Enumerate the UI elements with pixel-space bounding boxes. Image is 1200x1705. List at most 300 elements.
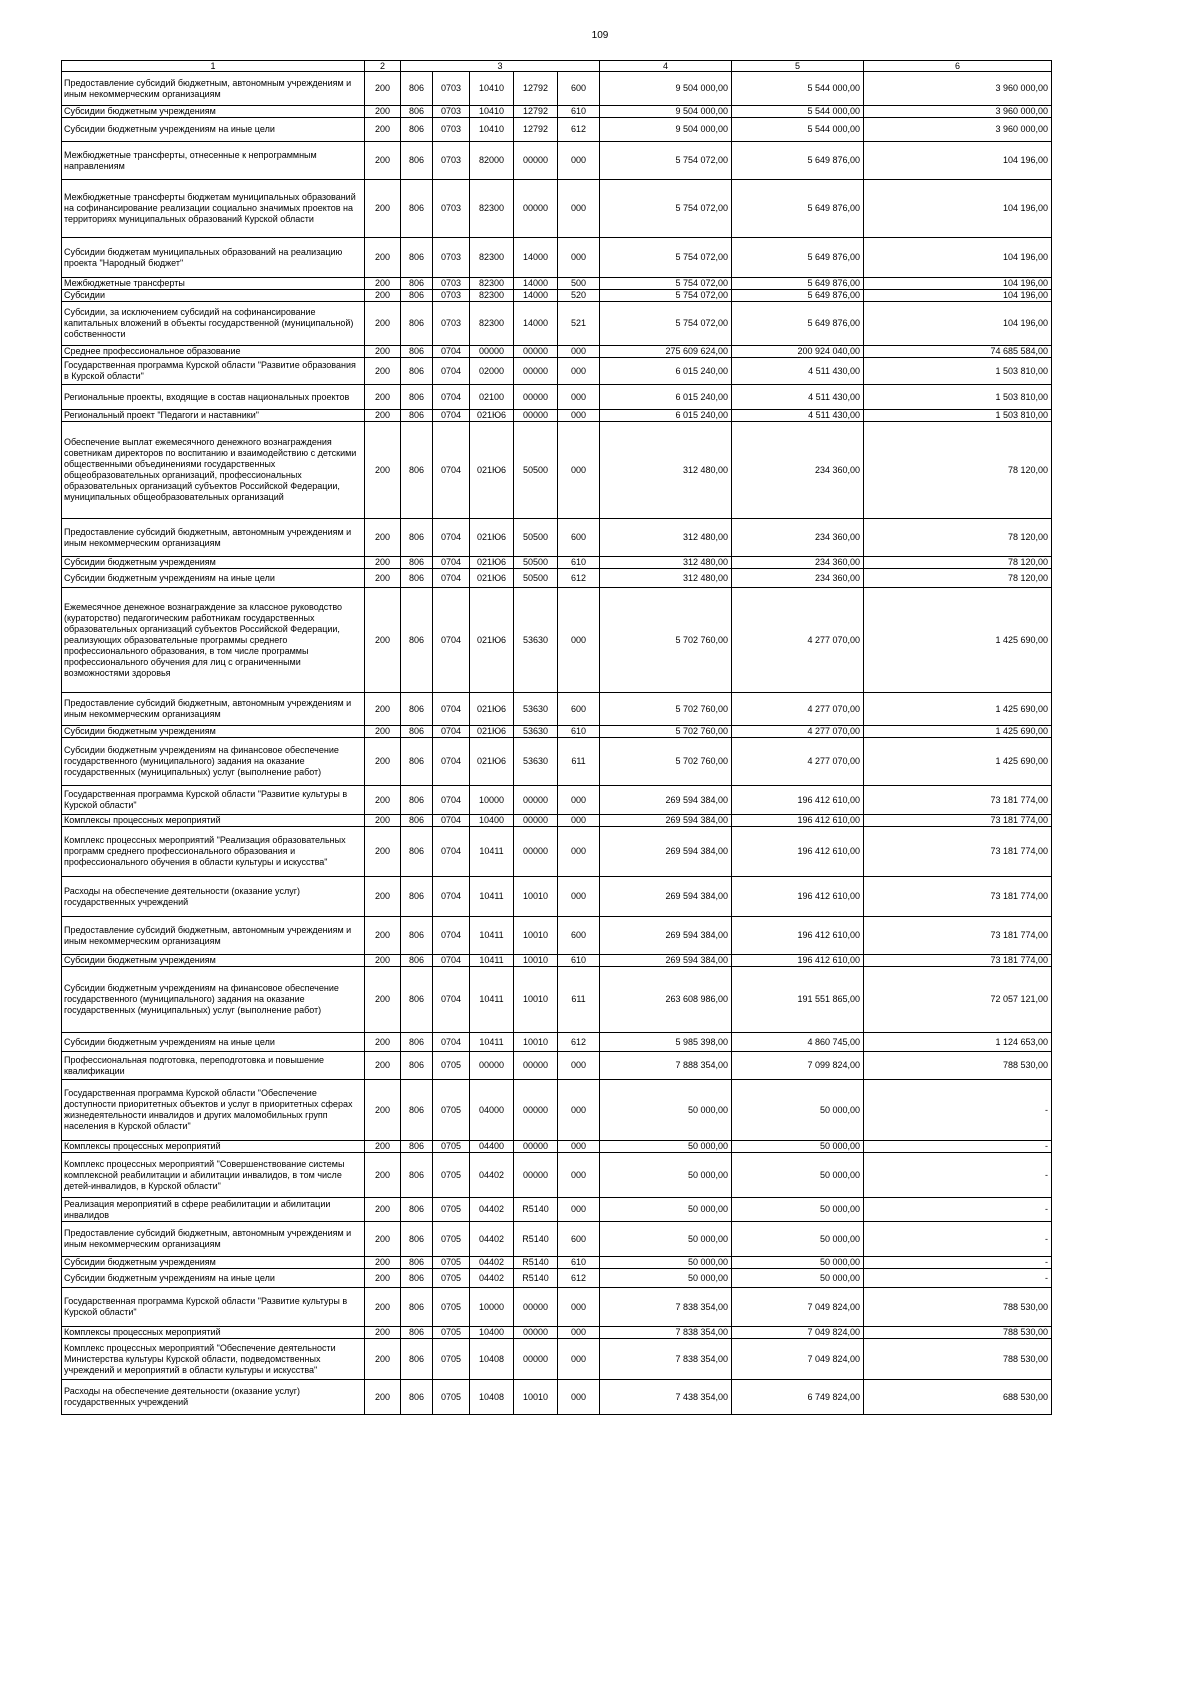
col-3-target: 04000: [470, 1080, 514, 1141]
col-3-target: 04402: [470, 1222, 514, 1257]
col-5-amount: 5 649 876,00: [732, 278, 864, 290]
col-3-expense-type: 000: [558, 180, 600, 238]
col-5-amount: 4 277 070,00: [732, 738, 864, 786]
row-name: Предоставление субсидий бюджетным, автономным учреждениям и иным некоммерческим организациям: [62, 72, 365, 106]
col-3-target: 021Ю6: [470, 738, 514, 786]
col-3-ministry: 806: [401, 238, 433, 278]
col-3-section: 0704: [433, 917, 470, 955]
col-3-section: 0704: [433, 967, 470, 1033]
table-row: [62, 738, 1052, 786]
col-3-expense-type: 600: [558, 693, 600, 726]
col-4-amount: 50 000,00: [600, 1141, 732, 1153]
row-name: Государственная программа Курской области "Развитие культуры в Курской области": [62, 786, 365, 815]
col-3-expense-type: 600: [558, 1222, 600, 1257]
col-3-expense-type: 610: [558, 106, 600, 118]
col-2-code: 200: [365, 1153, 401, 1198]
col-5-amount: 196 412 610,00: [732, 786, 864, 815]
col-3-direction: 12792: [514, 118, 558, 142]
row-name: Государственная программа Курской области "Развитие образования в Курской области": [62, 358, 365, 385]
table-row: [62, 290, 1052, 302]
col-5-amount: 234 360,00: [732, 422, 864, 519]
row-name: Субсидии бюджетным учреждениям: [62, 726, 365, 738]
col-3-direction: 00000: [514, 786, 558, 815]
col-4-amount: 5 754 072,00: [600, 278, 732, 290]
col-3-expense-type: 611: [558, 967, 600, 1033]
col-2-code: 200: [365, 786, 401, 815]
col-3-target: 00000: [470, 1052, 514, 1080]
col-3-section: 0703: [433, 118, 470, 142]
col-5-amount: 5 649 876,00: [732, 302, 864, 346]
col-2-code: 200: [365, 815, 401, 827]
col-3-section: 0704: [433, 738, 470, 786]
col-3-target: 10000: [470, 1288, 514, 1327]
col-3-section: 0705: [433, 1222, 470, 1257]
col-3-direction: 53630: [514, 738, 558, 786]
col-6-amount: 1 425 690,00: [864, 738, 1052, 786]
table-row: [62, 1380, 1052, 1415]
col-3-ministry: 806: [401, 738, 433, 786]
col-3-section: 0704: [433, 877, 470, 917]
col-5-amount: 234 360,00: [732, 519, 864, 557]
col-5-amount: 50 000,00: [732, 1198, 864, 1222]
col-3-target: 021Ю6: [470, 519, 514, 557]
col-3-section: 0705: [433, 1269, 470, 1288]
col-4-amount: 50 000,00: [600, 1198, 732, 1222]
table-row: [62, 238, 1052, 278]
col-3-ministry: 806: [401, 786, 433, 815]
col-3-expense-type: 000: [558, 422, 600, 519]
row-name: Межбюджетные трансферты бюджетам муниципальных образований на софинансирование реализации социально значимых проектов на территориях муниципальных образований Курской области: [62, 180, 365, 238]
col-3-ministry: 806: [401, 815, 433, 827]
row-name: Межбюджетные трансферты: [62, 278, 365, 290]
col-3-section: 0704: [433, 726, 470, 738]
col-6-amount: 73 181 774,00: [864, 815, 1052, 827]
row-name: Расходы на обеспечение деятельности (оказание услуг) государственных учреждений: [62, 877, 365, 917]
col-3-ministry: 806: [401, 693, 433, 726]
col-2-code: 200: [365, 358, 401, 385]
col-3-section: 0704: [433, 358, 470, 385]
col-5-amount: 5 649 876,00: [732, 238, 864, 278]
col-3-target: 04400: [470, 1141, 514, 1153]
col-5-amount: 50 000,00: [732, 1080, 864, 1141]
table-row: [62, 557, 1052, 569]
col-4-amount: 263 608 986,00: [600, 967, 732, 1033]
col-2-code: 200: [365, 410, 401, 422]
col-2-code: 200: [365, 1141, 401, 1153]
col-5-amount: 50 000,00: [732, 1222, 864, 1257]
row-name: Субсидии бюджетным учреждениям на финансовое обеспечение государственного (муниципального) задания на оказание государственных (муниципальных) услуг (выполнение работ): [62, 967, 365, 1033]
col-3-target: 021Ю6: [470, 569, 514, 588]
table-row: [62, 1269, 1052, 1288]
col-2-code: 200: [365, 557, 401, 569]
col-6-amount: 1 503 810,00: [864, 358, 1052, 385]
col-3-target: 02100: [470, 385, 514, 410]
col-4-amount: 269 594 384,00: [600, 917, 732, 955]
col-3-ministry: 806: [401, 346, 433, 358]
col-3-ministry: 806: [401, 410, 433, 422]
col-3-target: 10410: [470, 72, 514, 106]
row-name: Предоставление субсидий бюджетным, автономным учреждениям и иным некоммерческим организациям: [62, 1222, 365, 1257]
row-name: Субсидии бюджетным учреждениям: [62, 1257, 365, 1269]
col-3-direction: 00000: [514, 1339, 558, 1380]
col-4-amount: 9 504 000,00: [600, 106, 732, 118]
col-3-target: 021Ю6: [470, 588, 514, 693]
col-2-code: 200: [365, 302, 401, 346]
col-4-amount: 269 594 384,00: [600, 815, 732, 827]
row-name: Субсидии, за исключением субсидий на софинансирование капитальных вложений в объекты государственной (муниципальной) собственности: [62, 302, 365, 346]
col-3-section: 0705: [433, 1327, 470, 1339]
col-3-direction: 53630: [514, 693, 558, 726]
col-4-amount: 50 000,00: [600, 1269, 732, 1288]
col-2-code: 200: [365, 955, 401, 967]
col-3-ministry: 806: [401, 1198, 433, 1222]
col-3-section: 0704: [433, 1033, 470, 1052]
row-name: Комплекс процессных мероприятий "Обеспечение деятельности Министерства культуры Курской области, подведомственных учреждений и мероприятий в области культуры и искусства": [62, 1339, 365, 1380]
col-2-code: 200: [365, 569, 401, 588]
col-6-amount: -: [864, 1198, 1052, 1222]
col-2-code: 200: [365, 967, 401, 1033]
row-name: Субсидии бюджетным учреждениям: [62, 106, 365, 118]
col-2-code: 200: [365, 1380, 401, 1415]
col-3-section: 0704: [433, 955, 470, 967]
col-3-target: 021Ю6: [470, 693, 514, 726]
col-3-direction: 12792: [514, 106, 558, 118]
table-row: [62, 106, 1052, 118]
row-name: Субсидии бюджетным учреждениям на иные цели: [62, 118, 365, 142]
col-3-direction: 50500: [514, 569, 558, 588]
col-6-amount: 1 425 690,00: [864, 588, 1052, 693]
col-3-ministry: 806: [401, 1080, 433, 1141]
col-4-amount: 7 838 354,00: [600, 1327, 732, 1339]
col-3-expense-type: 610: [558, 1257, 600, 1269]
col-5-amount: 196 412 610,00: [732, 827, 864, 877]
col-3-target: 10411: [470, 827, 514, 877]
table-row: [62, 1153, 1052, 1198]
col-3-direction: 00000: [514, 1327, 558, 1339]
col-2-code: 200: [365, 917, 401, 955]
table-row: [62, 1222, 1052, 1257]
col-3-target: 00000: [470, 346, 514, 358]
col-3-ministry: 806: [401, 142, 433, 180]
col-3-section: 0703: [433, 290, 470, 302]
col-3-ministry: 806: [401, 917, 433, 955]
col-5-amount: 234 360,00: [732, 557, 864, 569]
col-2-code: 200: [365, 1080, 401, 1141]
col-3-direction: 00000: [514, 385, 558, 410]
col-4-amount: 5 702 760,00: [600, 738, 732, 786]
col-3-ministry: 806: [401, 1141, 433, 1153]
col-4-amount: 7 838 354,00: [600, 1288, 732, 1327]
col-3-expense-type: 000: [558, 238, 600, 278]
col-3-direction: 00000: [514, 1141, 558, 1153]
col-3-expense-type: 000: [558, 358, 600, 385]
table-row: [62, 278, 1052, 290]
col-3-section: 0704: [433, 410, 470, 422]
col-6-amount: 3 960 000,00: [864, 106, 1052, 118]
col-6-amount: 104 196,00: [864, 278, 1052, 290]
col-3-target: 10408: [470, 1380, 514, 1415]
header-col-5: 5: [732, 61, 864, 72]
table-row: [62, 786, 1052, 815]
col-4-amount: 50 000,00: [600, 1080, 732, 1141]
col-3-direction: 00000: [514, 358, 558, 385]
col-4-amount: 5 985 398,00: [600, 1033, 732, 1052]
col-2-code: 200: [365, 1222, 401, 1257]
col-2-code: 200: [365, 142, 401, 180]
table-row: [62, 1288, 1052, 1327]
col-5-amount: 196 412 610,00: [732, 917, 864, 955]
col-3-section: 0705: [433, 1380, 470, 1415]
col-4-amount: 7 438 354,00: [600, 1380, 732, 1415]
col-6-amount: 1 503 810,00: [864, 410, 1052, 422]
col-3-expense-type: 000: [558, 142, 600, 180]
col-3-target: 04402: [470, 1198, 514, 1222]
col-3-ministry: 806: [401, 1257, 433, 1269]
col-6-amount: -: [864, 1222, 1052, 1257]
col-5-amount: 50 000,00: [732, 1269, 864, 1288]
col-6-amount: -: [864, 1141, 1052, 1153]
col-3-direction: 14000: [514, 302, 558, 346]
col-5-amount: 191 551 865,00: [732, 967, 864, 1033]
col-3-direction: 10010: [514, 955, 558, 967]
col-3-section: 0703: [433, 106, 470, 118]
col-3-section: 0704: [433, 693, 470, 726]
col-3-expense-type: 612: [558, 1033, 600, 1052]
row-name: Профессиональная подготовка, переподготовка и повышение квалификации: [62, 1052, 365, 1080]
row-name: Межбюджетные трансферты, отнесенные к непрограммным направлениям: [62, 142, 365, 180]
table-row: [62, 385, 1052, 410]
col-3-ministry: 806: [401, 967, 433, 1033]
col-3-ministry: 806: [401, 278, 433, 290]
col-4-amount: 5 754 072,00: [600, 238, 732, 278]
header-col-6: 6: [864, 61, 1052, 72]
col-3-direction: 10010: [514, 967, 558, 1033]
table-row: [62, 955, 1052, 967]
col-3-expense-type: 000: [558, 1080, 600, 1141]
col-3-target: 82300: [470, 238, 514, 278]
col-3-ministry: 806: [401, 1380, 433, 1415]
col-3-section: 0704: [433, 346, 470, 358]
row-name: Обеспечение выплат ежемесячного денежного вознаграждения советникам директоров по воспитанию и взаимодействию с детскими общественными объединениями государственных общеобразовательных организаций, профессиональных образовательных организаций субъектов Российской Федерации, муниципальных общеобразовательных организаций: [62, 422, 365, 519]
col-3-direction: R5140: [514, 1198, 558, 1222]
col-3-direction: 50500: [514, 519, 558, 557]
col-2-code: 200: [365, 1257, 401, 1269]
col-3-expense-type: 000: [558, 346, 600, 358]
col-3-section: 0704: [433, 588, 470, 693]
col-3-direction: 53630: [514, 726, 558, 738]
col-2-code: 200: [365, 827, 401, 877]
row-name: Субсидии бюджетам муниципальных образований на реализацию проекта "Народный бюджет": [62, 238, 365, 278]
table-body: [62, 61, 1052, 1415]
col-5-amount: 196 412 610,00: [732, 955, 864, 967]
table-row: [62, 726, 1052, 738]
row-name: Субсидии бюджетным учреждениям на иные цели: [62, 1269, 365, 1288]
col-3-ministry: 806: [401, 1327, 433, 1339]
col-2-code: 200: [365, 180, 401, 238]
col-3-direction: R5140: [514, 1269, 558, 1288]
col-4-amount: 6 015 240,00: [600, 410, 732, 422]
row-name: Комплексы процессных мероприятий: [62, 1141, 365, 1153]
col-3-ministry: 806: [401, 106, 433, 118]
row-name: Предоставление субсидий бюджетным, автономным учреждениям и иным некоммерческим организациям: [62, 693, 365, 726]
col-6-amount: 78 120,00: [864, 519, 1052, 557]
col-3-ministry: 806: [401, 1269, 433, 1288]
col-3-direction: 14000: [514, 278, 558, 290]
col-3-expense-type: 000: [558, 385, 600, 410]
col-2-code: 200: [365, 1339, 401, 1380]
col-3-direction: 50500: [514, 557, 558, 569]
col-6-amount: 78 120,00: [864, 422, 1052, 519]
col-5-amount: 5 544 000,00: [732, 72, 864, 106]
col-3-target: 82300: [470, 180, 514, 238]
col-3-direction: 14000: [514, 290, 558, 302]
col-3-target: 82300: [470, 302, 514, 346]
header-col-2: 2: [365, 61, 401, 72]
col-6-amount: 1 425 690,00: [864, 726, 1052, 738]
table-row: [62, 142, 1052, 180]
col-3-section: 0705: [433, 1198, 470, 1222]
col-5-amount: 196 412 610,00: [732, 815, 864, 827]
row-name: Субсидии: [62, 290, 365, 302]
col-4-amount: 5 754 072,00: [600, 290, 732, 302]
col-3-target: 82000: [470, 142, 514, 180]
col-3-target: 10000: [470, 786, 514, 815]
table-row: [62, 1052, 1052, 1080]
col-3-expense-type: 000: [558, 1288, 600, 1327]
row-name: Комплексы процессных мероприятий: [62, 1327, 365, 1339]
col-2-code: 200: [365, 1269, 401, 1288]
col-5-amount: 4 511 430,00: [732, 385, 864, 410]
col-2-code: 200: [365, 278, 401, 290]
col-3-section: 0704: [433, 827, 470, 877]
col-3-expense-type: 600: [558, 72, 600, 106]
table-row: [62, 815, 1052, 827]
page-number: 109: [591, 30, 609, 41]
col-4-amount: 7 888 354,00: [600, 1052, 732, 1080]
col-3-target: 82300: [470, 290, 514, 302]
col-2-code: 200: [365, 1033, 401, 1052]
col-4-amount: 50 000,00: [600, 1222, 732, 1257]
col-5-amount: 5 649 876,00: [732, 180, 864, 238]
col-3-direction: 12792: [514, 72, 558, 106]
col-3-expense-type: 600: [558, 519, 600, 557]
header-col-4: 4: [600, 61, 732, 72]
col-6-amount: 1 124 653,00: [864, 1033, 1052, 1052]
col-3-ministry: 806: [401, 302, 433, 346]
table-row: [62, 72, 1052, 106]
header-col-3: 3: [401, 61, 600, 72]
col-3-target: 021Ю6: [470, 726, 514, 738]
row-name: Комплекс процессных мероприятий "Совершенствование системы комплексной реабилитации и абилитации инвалидов, в том числе детей-инвалидов, в Курской области": [62, 1153, 365, 1198]
row-name: Субсидии бюджетным учреждениям на финансовое обеспечение государственного (муниципального) задания на оказание государственных (муниципальных) услуг (выполнение работ): [62, 738, 365, 786]
col-6-amount: 788 530,00: [864, 1288, 1052, 1327]
col-2-code: 200: [365, 118, 401, 142]
col-2-code: 200: [365, 693, 401, 726]
col-3-ministry: 806: [401, 118, 433, 142]
col-3-ministry: 806: [401, 955, 433, 967]
col-3-expense-type: 000: [558, 1327, 600, 1339]
col-5-amount: 7 049 824,00: [732, 1327, 864, 1339]
col-3-direction: 00000: [514, 1052, 558, 1080]
col-4-amount: 9 504 000,00: [600, 72, 732, 106]
table-row: [62, 422, 1052, 519]
col-2-code: 200: [365, 72, 401, 106]
table-row: [62, 1080, 1052, 1141]
col-3-direction: R5140: [514, 1257, 558, 1269]
col-6-amount: 1 425 690,00: [864, 693, 1052, 726]
col-6-amount: 3 960 000,00: [864, 118, 1052, 142]
col-4-amount: 269 594 384,00: [600, 827, 732, 877]
col-5-amount: 4 277 070,00: [732, 726, 864, 738]
col-3-section: 0704: [433, 815, 470, 827]
col-6-amount: -: [864, 1257, 1052, 1269]
col-5-amount: 4 277 070,00: [732, 588, 864, 693]
col-3-section: 0703: [433, 180, 470, 238]
col-3-section: 0705: [433, 1052, 470, 1080]
row-name: Государственная программа Курской области "Развитие культуры в Курской области": [62, 1288, 365, 1327]
col-3-ministry: 806: [401, 519, 433, 557]
col-3-section: 0704: [433, 569, 470, 588]
col-5-amount: 50 000,00: [732, 1141, 864, 1153]
col-3-expense-type: 000: [558, 1380, 600, 1415]
col-3-expense-type: 000: [558, 1339, 600, 1380]
col-5-amount: 4 277 070,00: [732, 693, 864, 726]
col-5-amount: 5 649 876,00: [732, 142, 864, 180]
col-4-amount: 5 702 760,00: [600, 693, 732, 726]
col-3-expense-type: 610: [558, 557, 600, 569]
col-6-amount: 104 196,00: [864, 290, 1052, 302]
col-6-amount: 788 530,00: [864, 1327, 1052, 1339]
table-row: [62, 346, 1052, 358]
table-row: [62, 1033, 1052, 1052]
col-3-target: 10408: [470, 1339, 514, 1380]
col-6-amount: 78 120,00: [864, 557, 1052, 569]
col-3-expense-type: 000: [558, 1141, 600, 1153]
col-3-target: 021Ю6: [470, 557, 514, 569]
col-3-expense-type: 000: [558, 827, 600, 877]
col-3-direction: 00000: [514, 827, 558, 877]
col-3-target: 10411: [470, 955, 514, 967]
header-row: [62, 61, 1052, 72]
col-3-direction: 10010: [514, 1033, 558, 1052]
table-row: [62, 967, 1052, 1033]
table-row: [62, 569, 1052, 588]
col-3-expense-type: 610: [558, 726, 600, 738]
col-3-ministry: 806: [401, 1222, 433, 1257]
col-3-target: 10400: [470, 1327, 514, 1339]
col-4-amount: 269 594 384,00: [600, 786, 732, 815]
table-row: [62, 1257, 1052, 1269]
col-3-expense-type: 521: [558, 302, 600, 346]
table-row: [62, 302, 1052, 346]
col-3-target: 04402: [470, 1257, 514, 1269]
col-3-ministry: 806: [401, 1153, 433, 1198]
col-3-direction: 50500: [514, 422, 558, 519]
col-3-section: 0704: [433, 557, 470, 569]
col-6-amount: 788 530,00: [864, 1339, 1052, 1380]
table-row: [62, 1141, 1052, 1153]
row-name: Региональные проекты, входящие в состав национальных проектов: [62, 385, 365, 410]
col-3-section: 0703: [433, 278, 470, 290]
col-3-target: 10410: [470, 118, 514, 142]
col-2-code: 200: [365, 238, 401, 278]
budget-table: [61, 60, 1052, 1415]
col-3-direction: 00000: [514, 410, 558, 422]
col-3-section: 0704: [433, 385, 470, 410]
col-6-amount: 104 196,00: [864, 142, 1052, 180]
col-3-direction: 00000: [514, 1153, 558, 1198]
col-4-amount: 269 594 384,00: [600, 877, 732, 917]
